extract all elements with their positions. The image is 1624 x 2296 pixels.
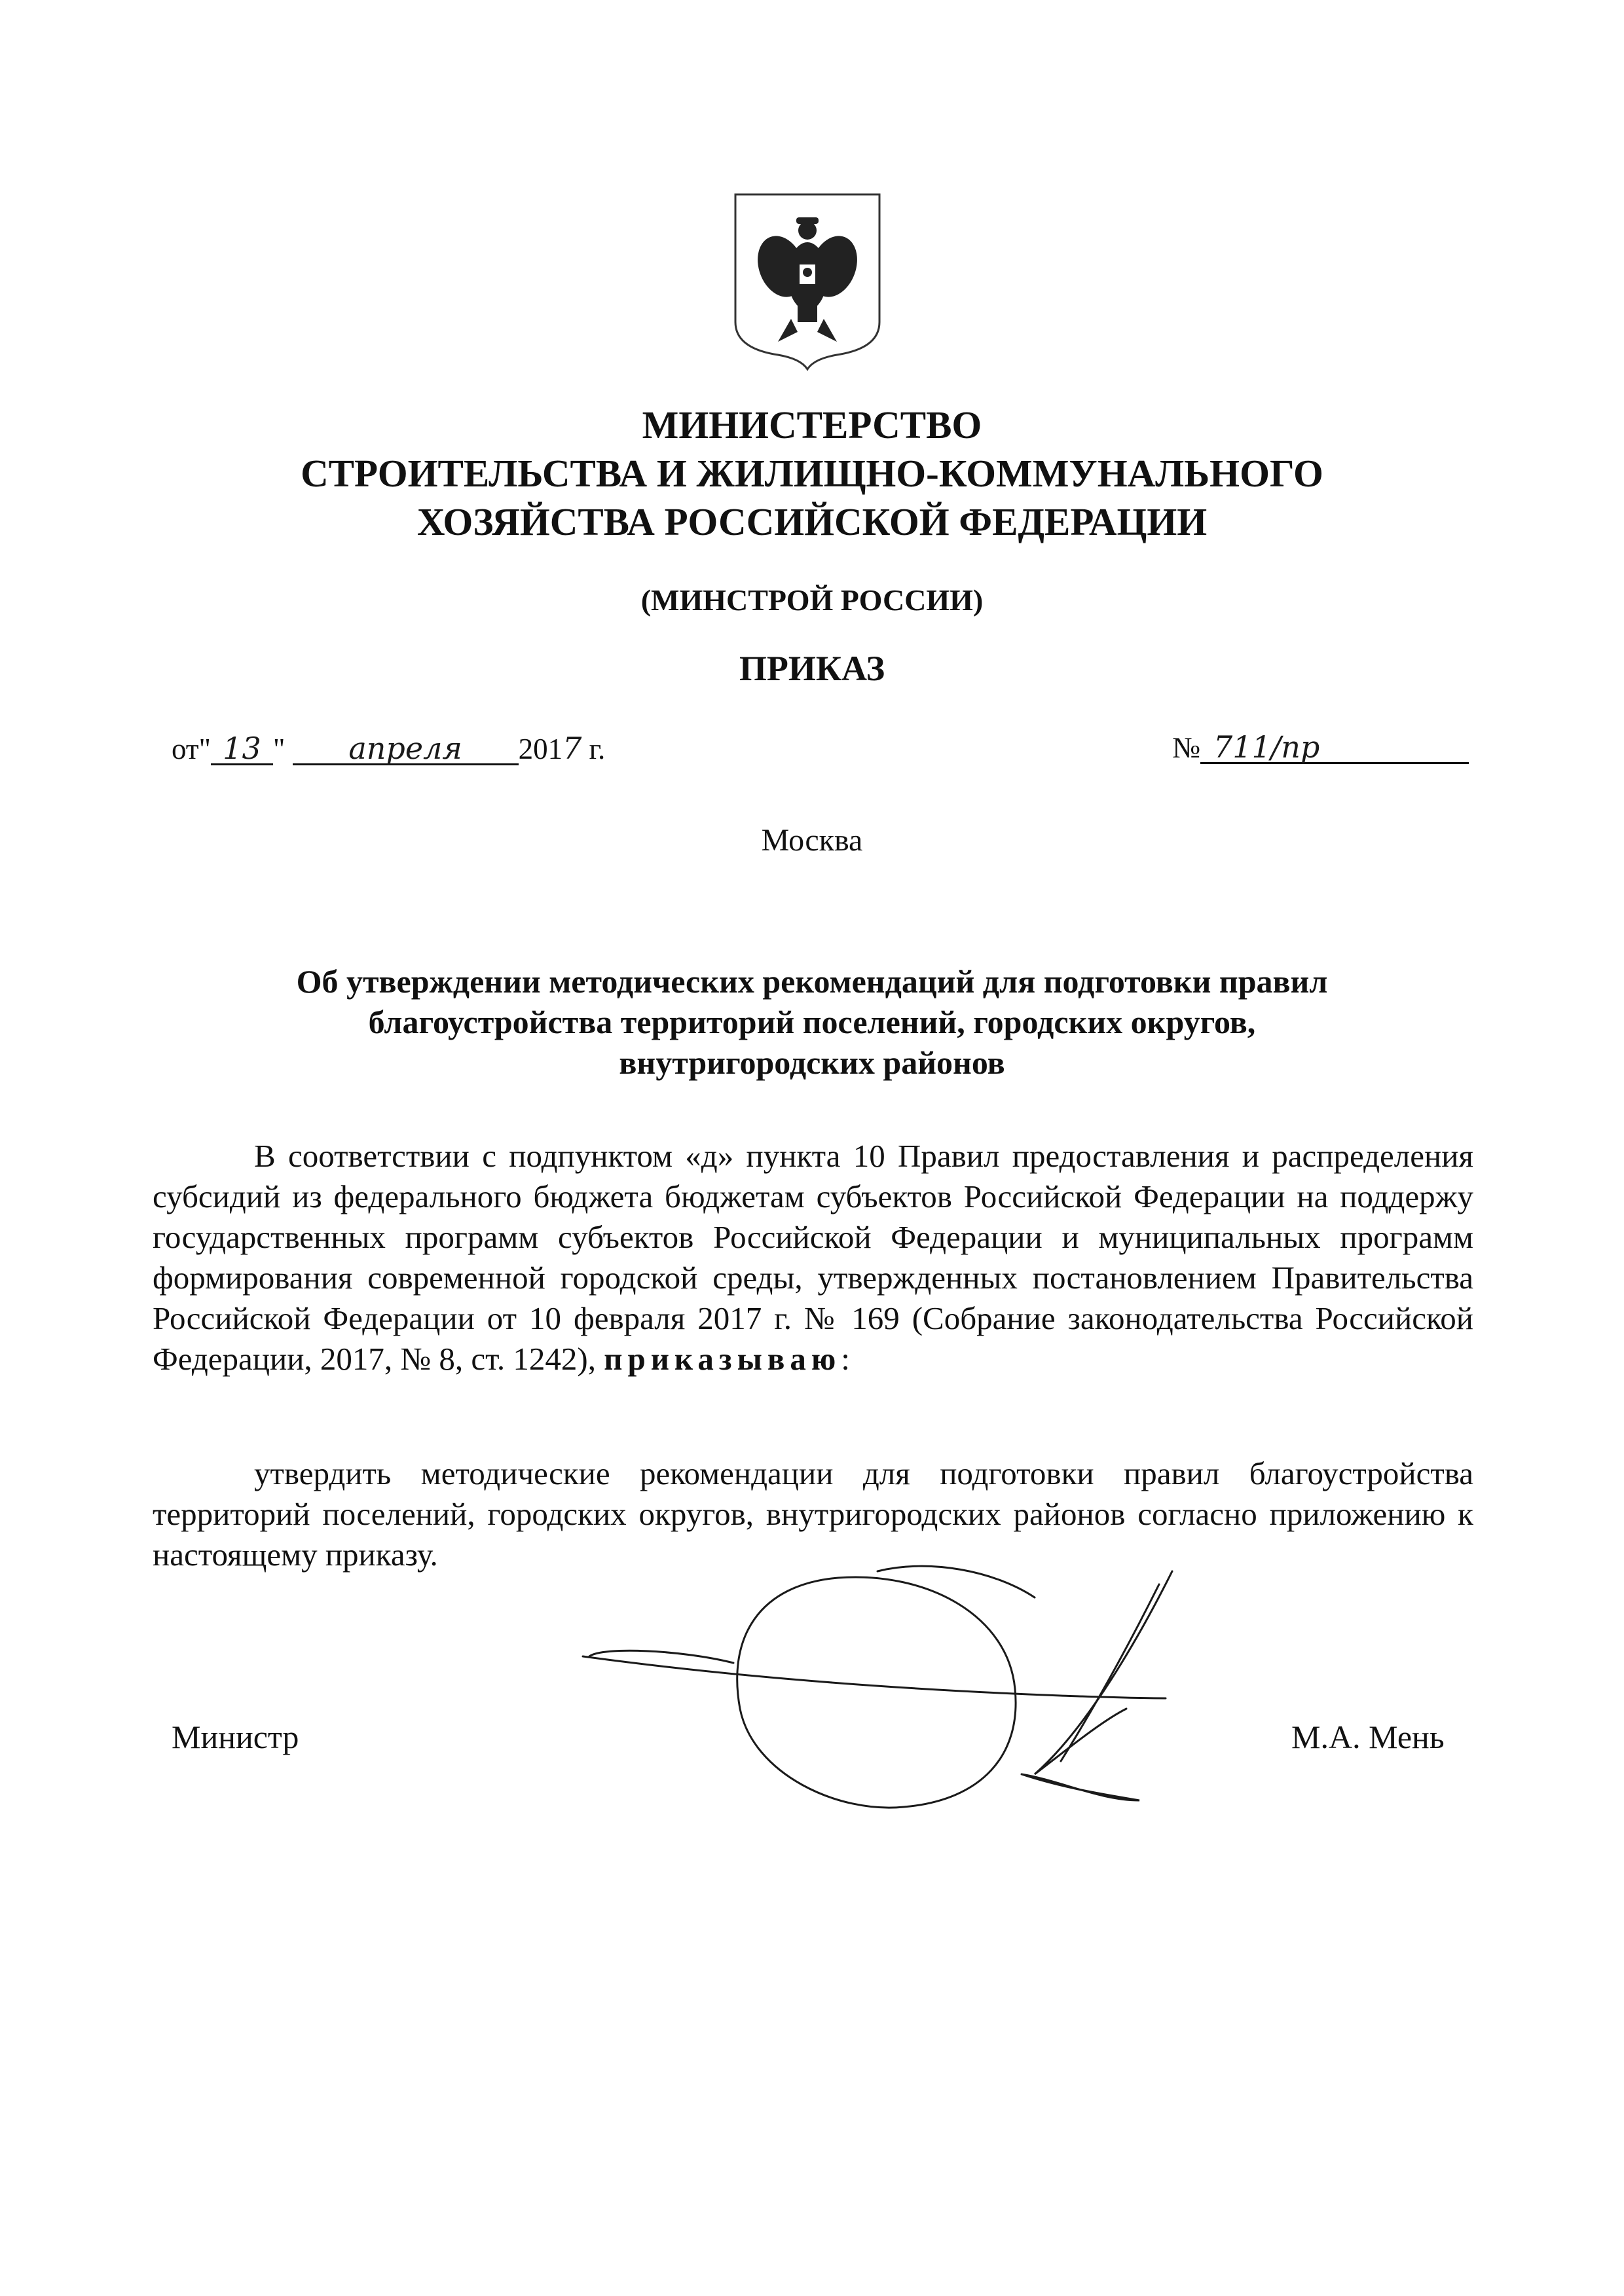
body-paragraph-2: утвердить методические рекомендации для подготовки правил благоустройства территорий поселений, городских округов, внутригородских районов согласно приложению к настоящему приказу. xyxy=(153,1455,1473,1573)
body-paragraph-1 xyxy=(153,1136,1473,1379)
ministry-name-line1: МИНИСТЕРСТВО xyxy=(642,403,982,446)
date-year-digit: 7 xyxy=(563,731,582,766)
title-line1: Об утверждении методических рекомендаций для подготовки правил xyxy=(296,963,1328,1000)
date-year-suffix: г. xyxy=(589,733,606,765)
date-month: апреля xyxy=(293,733,519,765)
order-verb: приказываю xyxy=(604,1341,841,1377)
date-year-prefix: 201 xyxy=(518,733,563,765)
title-line2: благоустройства территорий поселений, городских округов, xyxy=(368,1004,1256,1040)
date-line xyxy=(172,731,605,766)
city: Москва xyxy=(761,823,863,858)
close-quote: " xyxy=(272,733,286,765)
date-prefix: от xyxy=(172,733,199,765)
open-quote: " xyxy=(198,733,211,765)
title-line3: внутригородских районов xyxy=(619,1044,1005,1081)
document-type: ПРИКАЗ xyxy=(739,649,885,688)
ministry-name-line2: СТРОИТЕЛЬСТВА И ЖИЛИЩНО-КОММУНАЛЬНОГО xyxy=(301,452,1323,495)
coat-of-arms-icon xyxy=(732,191,883,371)
document-title xyxy=(164,961,1460,1083)
handwritten-signature-icon xyxy=(563,1558,1251,1820)
ministry-abbreviation: (МИНСТРОЙ РОССИИ) xyxy=(640,583,984,617)
order-number-line xyxy=(1172,731,1469,765)
signatory-position: Министр xyxy=(172,1719,299,1755)
paragraph-1-text: В соответствии с подпунктом «д» пункта 10 Правил предоставления и распределения субсидий из федерального бюджета бюджетам субъектов Российской Федерации на поддержу государственных программ субъектов Российской Федерации и муниципальных программ формирования современной городской среды, утвержденных постановлением Правительства Российской Федерации от 10 февраля 2017 г. № 169 (Собрание законодательства Российской Федерации, 2017, № 8, ст. 1242), xyxy=(153,1138,1473,1377)
date-day: 13 xyxy=(211,733,273,765)
signatory-name: М.А. Мень xyxy=(1291,1719,1445,1755)
order-number: 711/пр xyxy=(1200,732,1469,764)
paragraph-1-end: : xyxy=(841,1341,850,1377)
number-label: № xyxy=(1172,731,1200,764)
ministry-name-line3: ХОЗЯЙСТВА РОССИЙСКОЙ ФЕДЕРАЦИИ xyxy=(416,500,1208,543)
